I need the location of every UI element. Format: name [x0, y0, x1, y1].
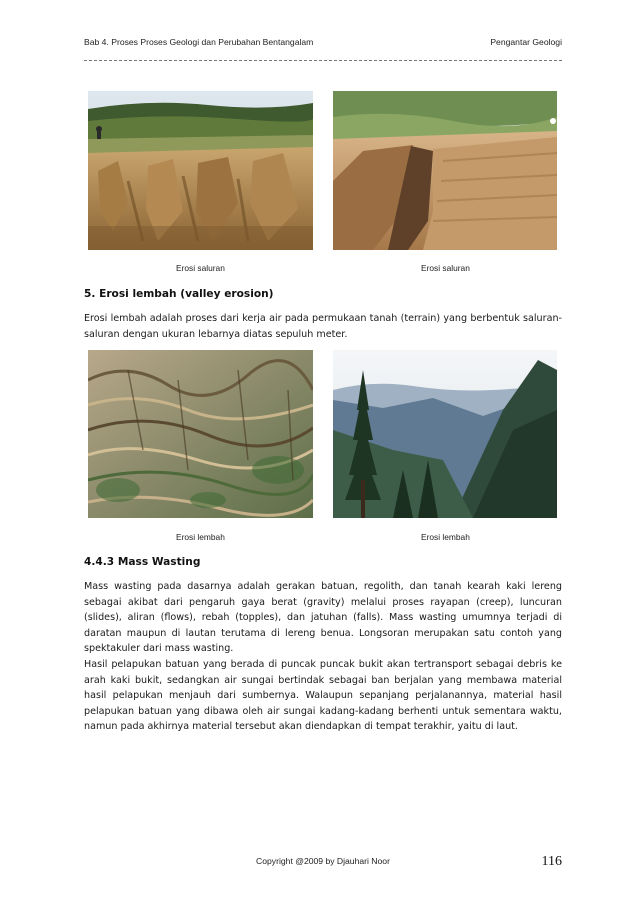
photo-valley-erosion-1 — [88, 350, 313, 518]
photo-channel-erosion-2 — [333, 91, 557, 250]
paragraph: Erosi lembah adalah proses dari kerja air pada permukaan tanah (terrain) yang berbentuk saluran-saluran dengan ukuran lebarnya diatas sepuluh meter. — [84, 313, 562, 340]
header-divider — [84, 60, 562, 61]
photo-channel-erosion-1 — [88, 91, 313, 250]
page-header — [84, 37, 562, 51]
section-heading: 5. Erosi lembah (valley erosion) — [84, 288, 274, 300]
paragraph: Mass wasting pada dasarnya adalah gerakan batuan, regolith, dan tanah kearah kaki lereng sebagai akibat dari pengaruh gaya berat (gravity) melalui proses rayapan (creep), luncuran (slides), aliran (flows), rebah (topples), dan jatuhan (falls). Mass wasting umumnya terjadi di daratan maupun di lautan terutama di lereng benua. Longsoran merupakan satu contoh yang spektakuler dari mass wasting. — [84, 581, 562, 655]
chapter-title: Bab 4. Proses Proses Geologi dan Perubahan Bentangalam — [84, 37, 314, 47]
figure-caption: Erosi saluran — [176, 263, 225, 273]
figure-caption: Erosi saluran — [421, 263, 470, 273]
paragraph: Hasil pelapukan batuan yang berada di puncak puncak bukit akan tertransport sebagai debris ke arah kaki bukit, sedangkan air sungai bertindak sebagai ban berjalan yang membawa material hasil pelapukan menjauh dari sumbernya. Walaupun sepanjang perjalanannya, material hasil pelapukan batuan yang dibawa oleh air sungai kadang-kadang berhenti untuk sementara waktu, namun pada akhirnya material tersebut akan diendapkan di tempat terakhir, yaitu di laut. — [84, 659, 562, 733]
page-footer — [84, 856, 562, 876]
photo-valley-erosion-2 — [333, 350, 557, 518]
figure-caption: Erosi lembah — [421, 532, 470, 542]
page-number: 116 — [541, 854, 562, 869]
figure-caption: Erosi lembah — [176, 532, 225, 542]
copyright-text: Copyright @2009 by Djauhari Noor — [256, 856, 390, 866]
book-title: Pengantar Geologi — [490, 37, 562, 47]
section-heading: 4.4.3 Mass Wasting — [84, 556, 201, 568]
